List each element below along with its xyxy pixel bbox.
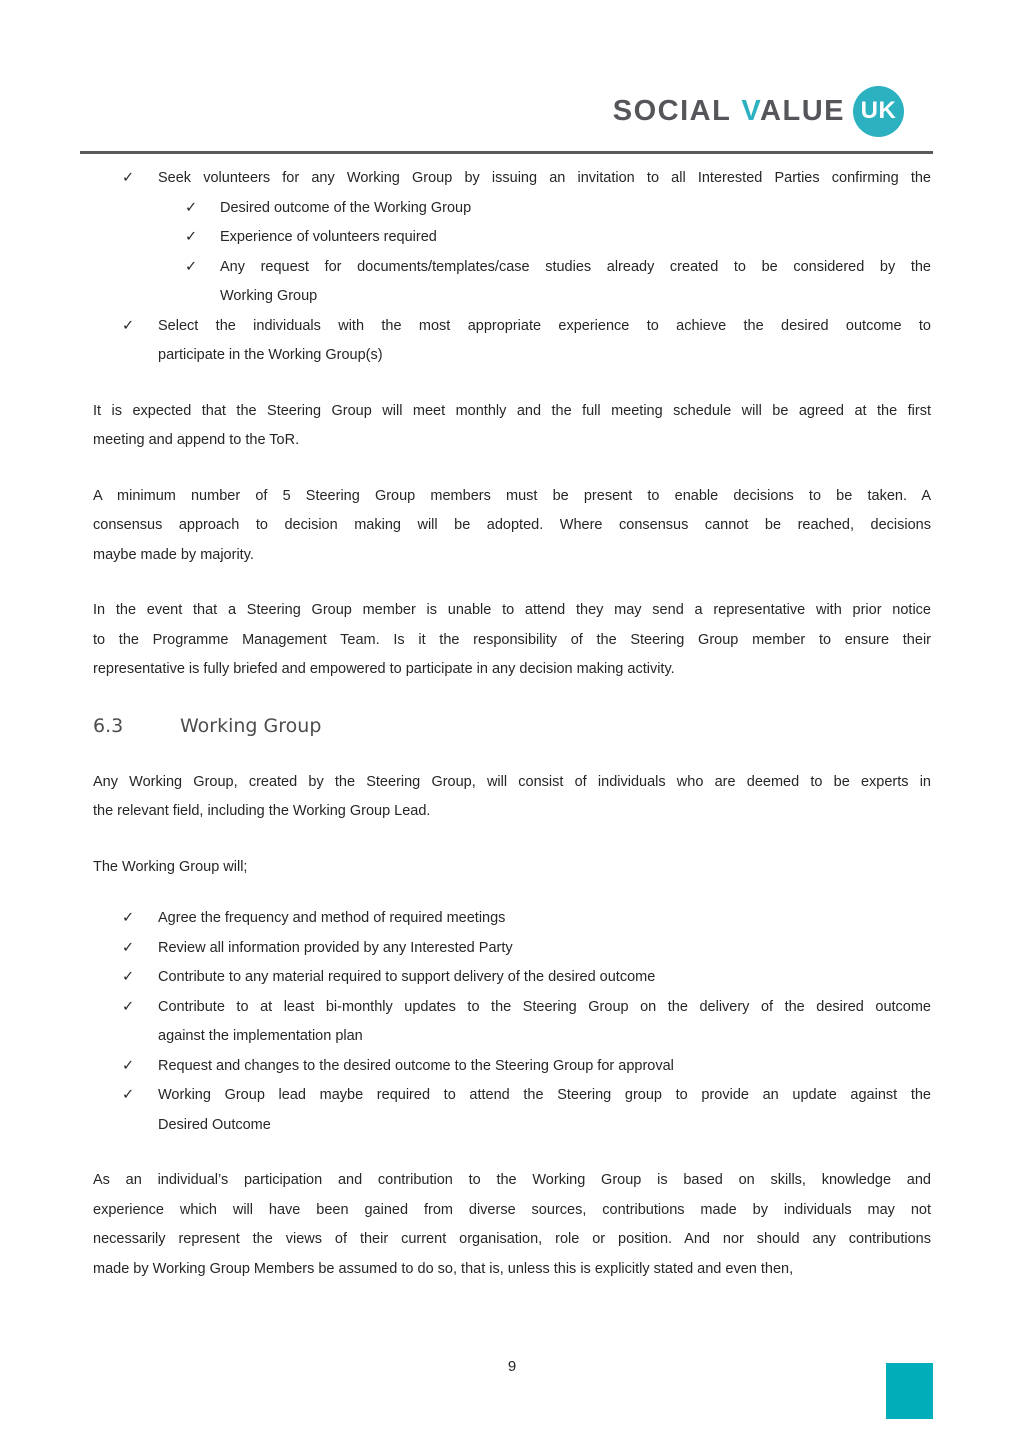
text-line: to the Programme Management Team. Is it the responsibility of the Steering Group member to ensure their xyxy=(93,631,931,648)
logo-letter-v: V xyxy=(741,94,761,127)
corner-accent-square xyxy=(886,1363,933,1419)
text-line: Working Group xyxy=(220,288,318,304)
list-item xyxy=(93,963,931,993)
paragraph-working-group-will xyxy=(93,853,931,883)
text-line: Experience of volunteers required xyxy=(220,229,437,245)
text-line: It is expected that the Steering Group will meet monthly and the full meeting schedule will be agreed at the first xyxy=(93,402,931,419)
text-line: Any request for documents/templates/case studies already created to be considered by the xyxy=(220,258,931,275)
logo-wordmark xyxy=(613,95,845,128)
list-item xyxy=(93,312,931,371)
text-line: Any Working Group, created by the Steering Group, will consist of individuals who are deemed to be experts in xyxy=(93,773,931,790)
text-line: Select the individuals with the most appropriate experience to achieve the desired outcome to xyxy=(158,317,931,334)
text-line: Desired outcome of the Working Group xyxy=(220,199,472,216)
logo-word-social: SOCIAL xyxy=(612,94,732,127)
check-icon: ✓ xyxy=(122,998,135,1015)
check-icon: ✓ xyxy=(185,199,198,216)
text-line: maybe made by majority. xyxy=(93,546,254,563)
text-line: participate in the Working Group(s) xyxy=(158,347,383,363)
text-line: meeting and append to the ToR. xyxy=(93,432,300,448)
section-number: 6.3 xyxy=(93,714,124,737)
check-icon: ✓ xyxy=(122,317,135,334)
social-value-uk-logo xyxy=(613,85,904,137)
list-item xyxy=(93,993,931,1052)
check-icon: ✓ xyxy=(122,969,135,985)
text-line: Desired Outcome xyxy=(158,1116,271,1133)
checklist-1 xyxy=(93,164,931,371)
logo-uk-badge-label: UK xyxy=(860,97,897,124)
paragraph-representative xyxy=(93,596,931,685)
text-line: consensus approach to decision making will be adopted. Where consensus cannot be reached, decisions xyxy=(93,517,931,533)
list-item xyxy=(93,1081,931,1140)
header-divider xyxy=(80,151,933,154)
paragraph-quorum xyxy=(93,482,931,571)
text-line: Agree the frequency and method of required meetings xyxy=(158,910,506,926)
paragraph-contributions xyxy=(93,1166,931,1284)
text-line: experience which will have been gained from diverse sources, contributions made by individuals may not xyxy=(93,1201,931,1218)
text-line: The Working Group will; xyxy=(93,858,248,875)
text-line: Request and changes to the desired outcome to the Steering Group for approval xyxy=(158,1057,674,1074)
list-item xyxy=(93,223,931,253)
check-icon: ✓ xyxy=(122,1057,135,1074)
checklist-2 xyxy=(93,904,931,1140)
text-line: A minimum number of 5 Steering Group members must be present to enable decisions to be taken. A xyxy=(93,487,931,504)
text-line: In the event that a Steering Group member is unable to attend they may send a representative with prior notice xyxy=(93,602,931,618)
text-line: Working Group lead maybe required to attend the Steering group to provide an update against the xyxy=(158,1087,931,1103)
list-item xyxy=(93,934,931,964)
check-icon: ✓ xyxy=(185,229,198,245)
check-icon: ✓ xyxy=(122,939,135,956)
list-item xyxy=(93,164,931,194)
text-line: representative is fully briefed and empowered to participate in any decision making activity. xyxy=(93,661,675,677)
check-icon: ✓ xyxy=(122,1087,135,1103)
list-item xyxy=(93,904,931,934)
text-line: necessarily represent the views of their current organisation, role or position. And nor should any contributions xyxy=(93,1231,931,1247)
document-body xyxy=(93,164,931,1284)
text-line: Review all information provided by any Interested Party xyxy=(158,939,513,956)
list-item xyxy=(93,253,931,312)
list-item xyxy=(93,1052,931,1082)
check-icon: ✓ xyxy=(122,910,135,926)
section-heading xyxy=(93,711,931,742)
text-line: the relevant field, including the Working Group Lead. xyxy=(93,803,431,819)
check-icon: ✓ xyxy=(185,258,198,275)
page-number: 9 xyxy=(507,1358,517,1375)
logo-uk-badge xyxy=(853,86,904,137)
check-icon: ✓ xyxy=(122,170,135,186)
text-line: As an individual’s participation and contribution to the Working Group is based on skills, knowledge and xyxy=(93,1172,931,1188)
paragraph-working-group-intro xyxy=(93,768,931,827)
list-item xyxy=(93,194,931,224)
text-line: Contribute to at least bi-monthly updates to the Steering Group on the delivery of the desired outcome xyxy=(158,998,931,1015)
text-line: Contribute to any material required to support delivery of the desired outcome xyxy=(158,969,656,985)
text-line: made by Working Group Members be assumed to do so, that is, unless this is explicitly stated and even then, xyxy=(93,1260,794,1277)
paragraph-meeting-schedule xyxy=(93,397,931,456)
text-line: against the implementation plan xyxy=(158,1028,363,1044)
section-title: Working Group xyxy=(180,714,322,737)
text-line: Seek volunteers for any Working Group by issuing an invitation to all Interested Parties confirming the xyxy=(158,170,931,186)
logo-word-value: ALUE xyxy=(760,94,845,127)
